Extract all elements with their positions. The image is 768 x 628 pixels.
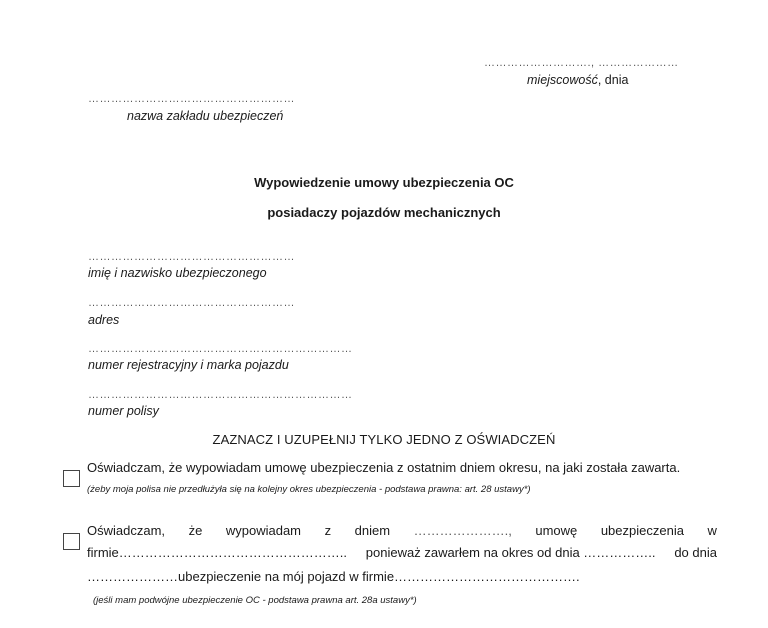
statement-2-checkbox[interactable] [63, 533, 80, 550]
date-dots: …………………., [413, 523, 512, 538]
to-date-segment: do dnia [674, 545, 717, 560]
period-segment: ponieważ zawarłem na okres od dnia …………….. [365, 545, 656, 560]
word: że [188, 523, 203, 538]
statement-1-text: Oświadczam, że wypowiadam umowę ubezpieczenia z ostatnim dniem okresu, na jaki została zawarta. [87, 460, 681, 475]
word: Oświadczam, [87, 523, 166, 538]
place-date-dots: ………………………., ………………… [484, 57, 679, 69]
statement-2-line2 [87, 542, 717, 564]
document-title-line2: posiadaczy pojazdów mechanicznych [267, 205, 501, 220]
statement-2-line3: …………………ubezpieczenie na mój pojazd w firmie……………………………………. [87, 569, 580, 584]
word: umowę [535, 523, 578, 538]
registration-label: numer rejestracyjny i marka pojazdu [88, 358, 289, 372]
insured-name-dots: ……………………………………………… [88, 251, 295, 263]
word: w [707, 523, 717, 538]
policy-number-dots: …………………………………………………………… [88, 389, 353, 401]
document-title-line1: Wypowiedzenie umowy ubezpieczenia OC [254, 175, 514, 190]
word: z [324, 523, 332, 538]
place-date-label [527, 73, 628, 87]
section-heading: ZAZNACZ I UZUPEŁNIJ TYLKO JEDNO Z OŚWIADCZEŃ [212, 432, 556, 447]
firm-segment: firmie…………………………………………….. [87, 545, 347, 560]
statement-1-checkbox[interactable] [63, 470, 80, 487]
insurer-dots: ……………………………………………… [88, 93, 295, 105]
statement-2-line1 [87, 520, 717, 542]
address-label: adres [88, 313, 120, 327]
word: wypowiadam [225, 523, 302, 538]
statement-1-note: (żeby moja polisa nie przedłużyła się na kolejny okres ubezpieczenia - podstawa prawna: art. 28 ustawy*) [87, 484, 531, 495]
address-dots: ……………………………………………… [88, 297, 295, 309]
word: ubezpieczenia [600, 523, 684, 538]
word: dniem [354, 523, 391, 538]
place-label: miejscowość [527, 73, 598, 87]
insured-name-label: imię i nazwisko ubezpieczonego [88, 266, 267, 280]
date-label: , dnia [597, 73, 629, 87]
insurer-label: nazwa zakładu ubezpieczeń [127, 109, 284, 123]
registration-dots: …………………………………………………………… [88, 343, 353, 355]
policy-number-label: numer polisy [88, 404, 159, 418]
statement-2-note: (jeśli mam podwójne ubezpieczenie OC - podstawa prawna art. 28a ustawy*) [93, 595, 417, 606]
